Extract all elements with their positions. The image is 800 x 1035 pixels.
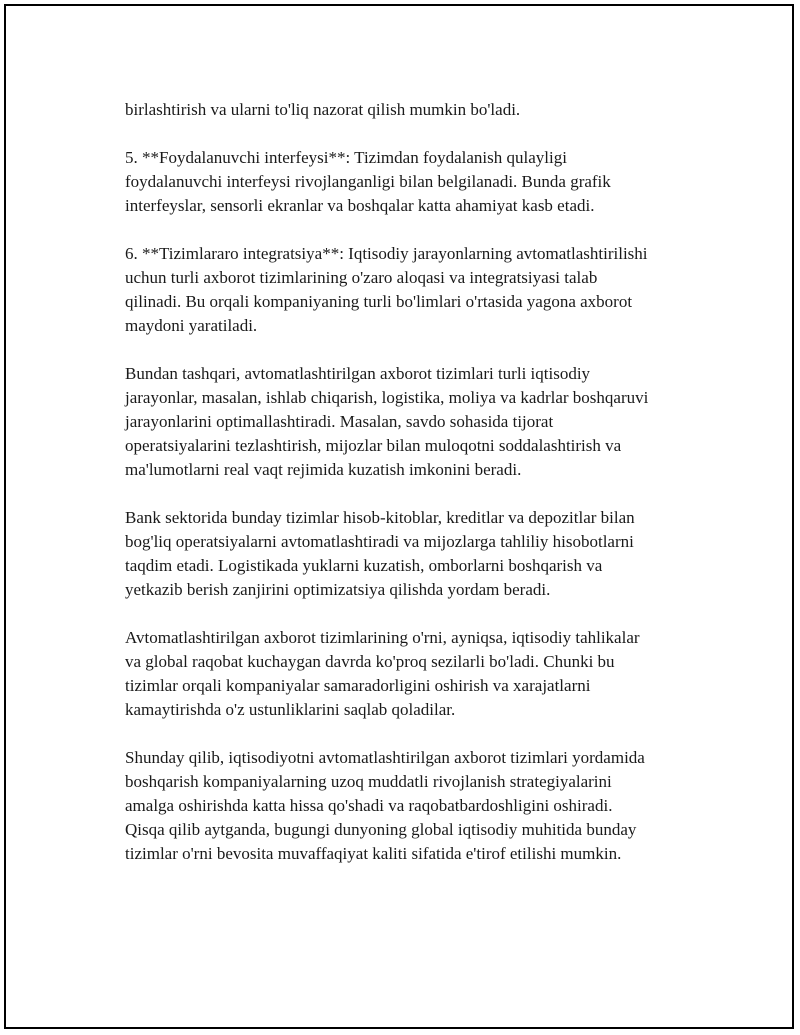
text-line: Shunday qilib, iqtisodiyotni avtomatlashtirilgan axborot tizimlari yordamida <box>125 748 645 767</box>
text-line: Qisqa qilib aytganda, bugungi dunyoning global iqtisodiy muhitida bunday <box>125 820 637 839</box>
text-line: tizimlar orqali kompaniyalar samaradorligini oshirish va xarajatlarni <box>125 676 591 695</box>
text-line: taqdim etadi. Logistikada yuklarni kuzatish, omborlarni boshqarish va <box>125 556 603 575</box>
text-line: maydoni yaratiladi. <box>125 316 258 335</box>
page-frame <box>4 4 794 1029</box>
text-line: boshqarish kompaniyalarning uzoq muddatli rivojlanish strategiyalarini <box>125 772 612 791</box>
text-line: ma'lumotlarni real vaqt rejimida kuzatish imkonini beradi. <box>125 460 522 479</box>
text-line: jarayonlar, masalan, ishlab chiqarish, logistika, moliya va kadrlar boshqaruvi <box>125 388 649 407</box>
text-line: interfeyslar, sensorli ekranlar va boshqalar katta ahamiyat kasb etadi. <box>125 196 595 215</box>
text-line: operatsiyalarini tezlashtirish, mijozlar bilan muloqotni soddalashtirish va <box>125 436 622 455</box>
text-line: uchun turli axborot tizimlarining o'zaro aloqasi va integratsiyasi talab <box>125 268 598 287</box>
text-line: amalga oshirishda katta hissa qo'shadi va raqobatbardoshligini oshiradi. <box>125 796 613 815</box>
paragraph-bundan-tashqari <box>125 362 705 482</box>
text-line: bog'liq operatsiyalarni avtomatlashtiradi va mijozlarga tahliliy hisobotlarni <box>125 532 634 551</box>
text-line: va global raqobat kuchaygan davrda ko'proq sezilarli bo'ladi. Chunki bu <box>125 652 615 671</box>
document-body <box>125 98 705 890</box>
text-line: Bank sektorida bunday tizimlar hisob-kitoblar, kreditlar va depozitlar bilan <box>125 508 635 527</box>
text-line: jarayonlarini optimallashtiradi. Masalan, savdo sohasida tijorat <box>125 412 554 431</box>
text-line: foydalanuvchi interfeysi rivojlanganligi bilan belgilanadi. Bunda grafik <box>125 172 611 191</box>
paragraph-1 <box>125 98 705 122</box>
text-line: Avtomatlashtirilgan axborot tizimlarining o'rni, ayniqsa, iqtisodiy tahlikalar <box>125 628 640 647</box>
text-line: yetkazib berish zanjirini optimizatsiya qilishda yordam beradi. <box>125 580 551 599</box>
text-line: Bundan tashqari, avtomatlashtirilgan axborot tizimlari turli iqtisodiy <box>125 364 591 383</box>
paragraph-foydalanuvchi-interfeysi <box>125 146 705 218</box>
text-line: birlashtirish va ularni to'liq nazorat qilish mumkin bo'ladi. <box>125 100 521 119</box>
paragraph-shunday-qilib <box>125 746 705 866</box>
text-line: 5. **Foydalanuvchi interfeysi**: Tizimdan foydalanish qulayligi <box>125 148 567 167</box>
paragraph-avtomatlashtirilgan-orni <box>125 626 705 722</box>
text-line: qilinadi. Bu orqali kompaniyaning turli bo'limlari o'rtasida yagona axborot <box>125 292 633 311</box>
text-line: tizimlar o'rni bevosita muvaffaqiyat kaliti sifatida e'tirof etilishi mumkin. <box>125 844 622 863</box>
paragraph-tizimlararo-integratsiya <box>125 242 705 338</box>
paragraph-bank-sektorida <box>125 506 705 602</box>
text-line: 6. **Tizimlararo integratsiya**: Iqtisodiy jarayonlarning avtomatlashtirilishi <box>125 244 648 263</box>
text-line: kamaytirishda o'z ustunliklarini saqlab qoladilar. <box>125 700 456 719</box>
